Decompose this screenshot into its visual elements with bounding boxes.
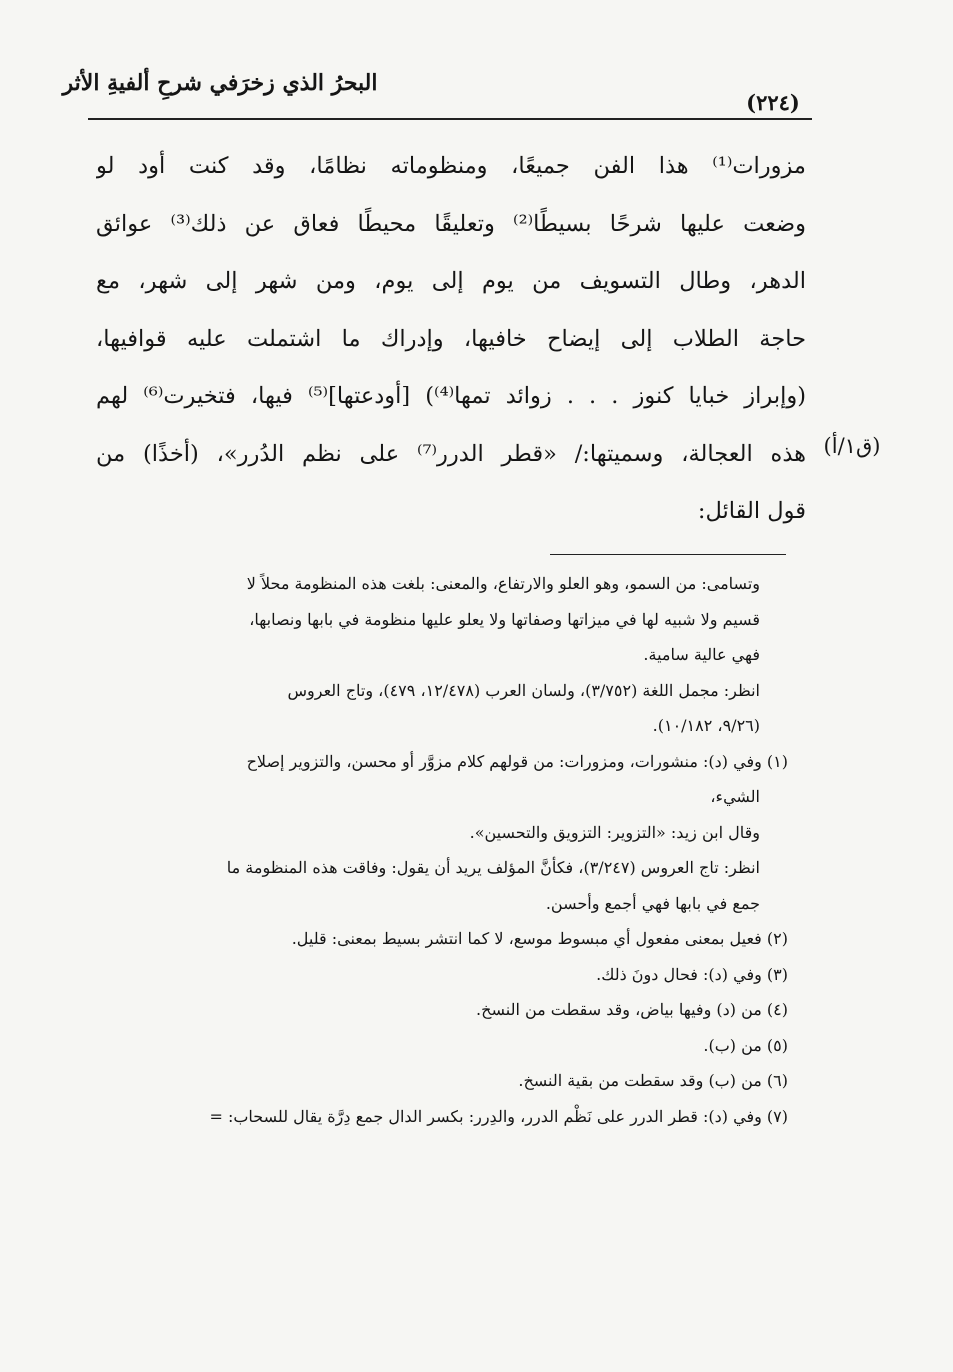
footnote-line: (٩/٢٦، ١٠/١٨٢). bbox=[652, 716, 760, 735]
footnote-line: (٣) وفي (د): فحال دونَ ذلك. bbox=[596, 964, 788, 984]
page-number: (٢٢٤) bbox=[746, 90, 800, 115]
running-header-title: البحرُ الذي زخرَفي شرحِ ألفيةِ الأثر bbox=[62, 70, 378, 96]
body-line: (وإبراز خبايا كنوز . . . زوائد تمها⁽⁴⁾) [أودعتها]⁽⁵⁾ فيها، فتخيرت⁽⁶⁾ لهم bbox=[96, 383, 806, 409]
body-line: مزورات⁽¹⁾ هذا الفن جميعًا، ومنظوماته نظامًا، وقد كنت أود لو bbox=[96, 153, 806, 179]
header-rule bbox=[88, 118, 812, 120]
manuscript-folio-reference: (ق١/أ) bbox=[823, 434, 881, 458]
footnote-line: انظر: تاج العروس (٣/٢٤٧)، فكأنَّ المؤلف يريد أن يقول: وفاقت هذه المنظومة ما bbox=[226, 858, 760, 877]
footnote-line: انظر: مجمل اللغة (٣/٧٥٢)، ولسان العرب (١٢/٤٧٨، ٤٧٩)، وتاج العروس bbox=[287, 680, 760, 700]
footnote-separator bbox=[550, 554, 786, 555]
body-line: وضعت عليها شرحًا بسيطًا⁽²⁾ وتعليقًا محيطًا فعاق عن ذلك⁽³⁾ عوائق bbox=[96, 210, 806, 237]
body-line: هذه العجالة، وسميتها:/ «قطر الدرر⁽⁷⁾ على نظم الدُرر»، (أخذًا) من bbox=[96, 440, 806, 467]
footnote-line: جمع في بابها فهي أجمع وأحسن. bbox=[545, 893, 760, 913]
footnote-line: فهي عالية سامية. bbox=[643, 645, 760, 664]
footnote-line: (٢) فعيل بمعنى مفعول أي مبسوط موسع، لا كما انتشر بسيط بمعنى: قليل. bbox=[291, 929, 788, 948]
footnote-line: (٤) من (د) وفيها بياض، وقد سقطت من النسخ. bbox=[476, 1000, 788, 1019]
footnote-line: (٧) وفي (د): قطر الدرر على نَظْم الدرر، والدِرر: بكسر الدال جمع دِرَّة يقال للسحاب: = bbox=[209, 1106, 788, 1126]
footnote-line: قسيم ولا شبيه لها في ميزاتها وصفاتها ولا يعلو عليها منظومة في بابها ونصابها، bbox=[249, 609, 760, 629]
main-text bbox=[96, 138, 806, 541]
footnote-line: (٥) من (ب). bbox=[703, 1035, 788, 1055]
footnote-line: وقال ابن زيد: «التزوير: التزويق والتحسين». bbox=[469, 822, 760, 842]
footnote-line: (١) وفي (د): منشورات، ومزورات: من قولهم كلام مزوَّر أو محسن، والتزوير إصلاح bbox=[246, 751, 788, 771]
footnotes bbox=[82, 566, 788, 1134]
body-line: حاجة الطلاب إلى إيضاح خافيها، وإدراك ما اشتملت عليه قوافيها، bbox=[96, 325, 806, 352]
footnote-line: وتسامى: من السمو، وهو العلو والارتفاع، والمعنى: بلغت هذه المنظومة محلاً لا bbox=[246, 574, 760, 593]
footnote-line: الشيء، bbox=[710, 787, 760, 806]
body-line: قول القائل: bbox=[697, 498, 806, 524]
footnote-line: (٦) من (ب) وقد سقطت من بقية النسخ. bbox=[518, 1071, 788, 1090]
body-line: الدهر، وطال التسويف من يوم إلى يوم، ومن شهر إلى شهر، مع bbox=[96, 268, 806, 294]
